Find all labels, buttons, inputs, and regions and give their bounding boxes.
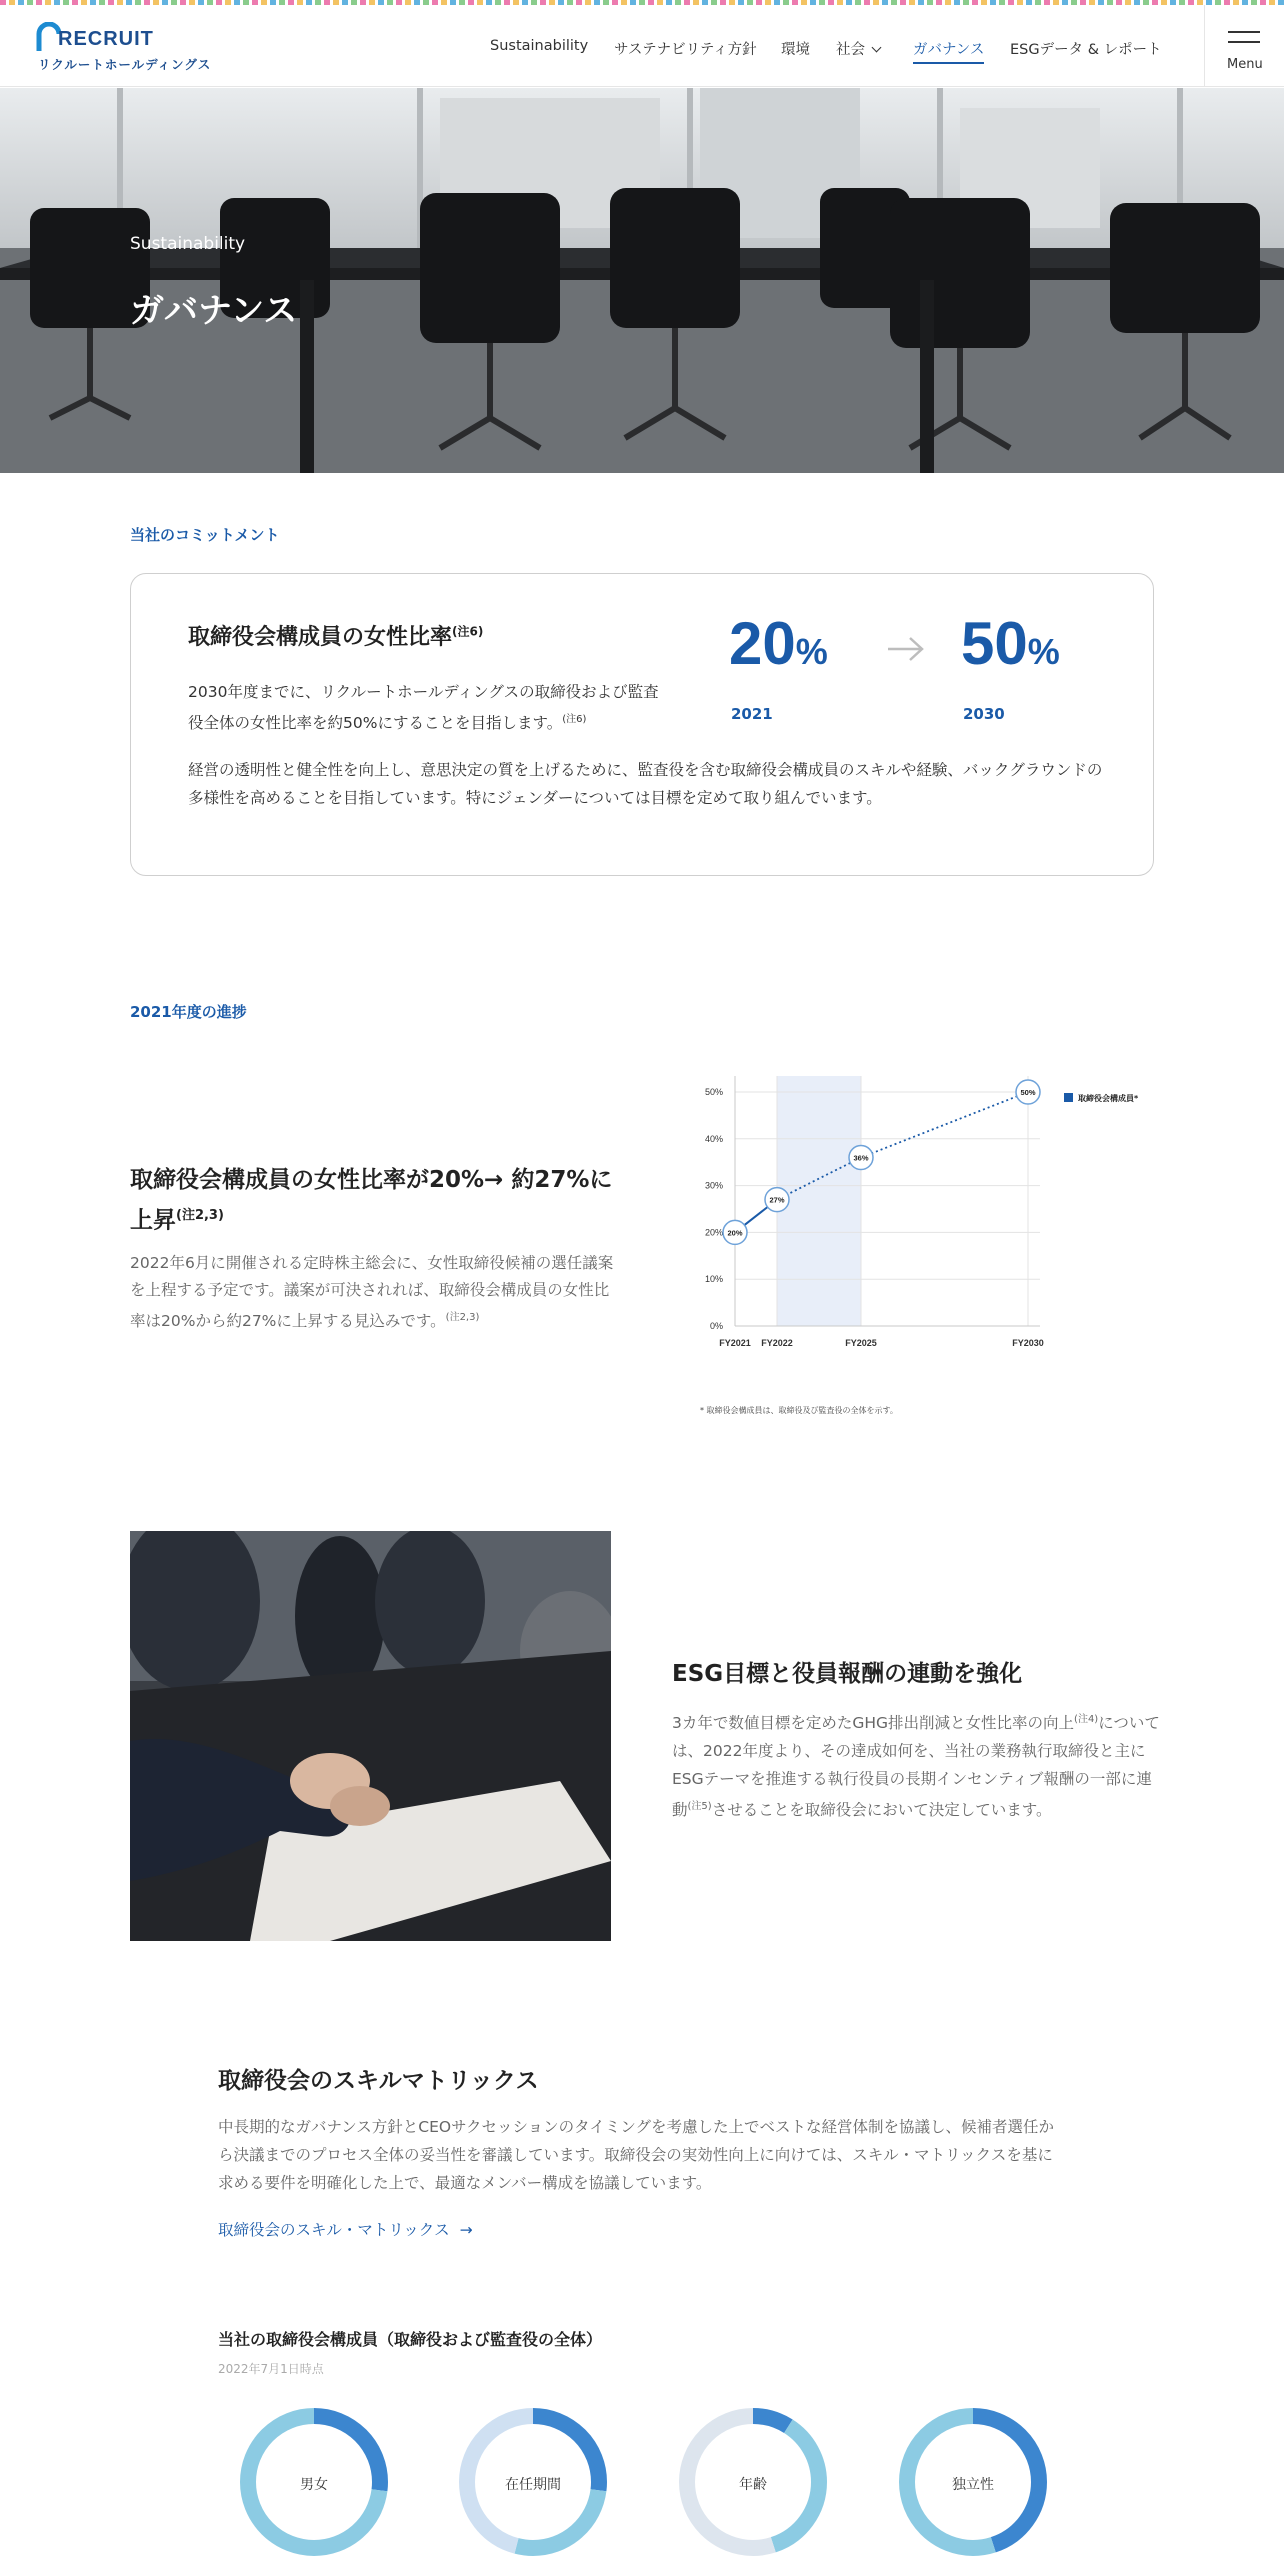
commitment-title-note: (注6): [452, 624, 484, 639]
skill-matrix-link-label: 取締役会のスキル・マトリックス: [218, 2221, 450, 2239]
year-2021: 2021: [731, 705, 773, 723]
nav-environment[interactable]: 環境: [781, 42, 810, 58]
donut-age-label: 年齢: [739, 2477, 767, 2493]
chart-x-tick-label: FY2022: [761, 1338, 793, 1348]
chart-data-label: 20%: [727, 1228, 743, 1238]
menu-button[interactable]: [1204, 5, 1284, 87]
commitment-desc-note: (注6): [562, 714, 587, 725]
progress-title-note: (注2,3): [176, 1208, 224, 1223]
chart-y-tick-label: 30%: [704, 1180, 723, 1191]
chart-y-tick-label: 0%: [709, 1321, 723, 1331]
esg-note-b: (注5): [687, 1801, 712, 1813]
recruit-logo[interactable]: [36, 19, 212, 75]
chart-legend-swatch: [1064, 1093, 1073, 1102]
donut-independence-label: 独立性: [952, 2477, 994, 2493]
meeting-hands-photo: [130, 1531, 611, 1941]
progress-desc-text: 2022年6月に開催される定時株主総会に、女性取締役候補の選任議案を上程する予定です。議案が可決されれば、取締役会構成員の女性比率は20%から約27%に上昇する見込みです。: [130, 1254, 614, 1331]
meeting-photo-image: [130, 1531, 611, 1941]
commitment-card: [130, 573, 1154, 876]
value-2030: [961, 609, 1060, 678]
value-2030-pct: %: [1027, 631, 1060, 672]
esg-desc-part-b: については、2022年度より、その達成如何を、当社の業務執行取締役と主にESGテーマを推進する執行役員の長期インセンティブ報酬の一部に連動: [672, 1714, 1160, 1820]
board-members-date: 2022年7月1日時点: [218, 2362, 324, 2376]
commitment-desc-text: 2030年度までに、リクルートホールディングスの取締役および監査役全体の女性比率を約50%にすることを目指します。: [188, 683, 659, 733]
chart-data-label: 36%: [853, 1153, 869, 1163]
donut-gender-label: 男女: [300, 2477, 328, 2493]
skill-matrix-desc: 中長期的なガバナンス方針とCEOサクセッションのタイミングを考慮した上でベストな経営体制を協議し、候補者選任から決議までのプロセス全体の妥当性を審議しています。取締役会の実効性向上に向けては、スキル・マトリックスを基に求める要件を明確化した上で、最適なメンバー構成を協議しています。: [218, 2118, 1055, 2192]
chart-x-tick-label: FY2021: [719, 1338, 751, 1348]
arrow-right-icon: →: [459, 2221, 473, 2239]
hero-banner: [0, 88, 1284, 473]
value-2030-number: 50: [961, 610, 1028, 677]
commitment-body: 経営の透明性と健全性を向上し、意思決定の質を上げるために、監査役を含む取締役会構成員のスキルや経験、バックグラウンドの多様性を高めることを目指しています。特にジェンダーについては目標を定めて取り組んでいます。: [188, 761, 1103, 807]
chart-y-tick-label: 40%: [704, 1133, 723, 1144]
logo-wordmark: RECRUIT: [58, 28, 154, 50]
esg-desc: [672, 1706, 1162, 1824]
value-2021-number: 20: [729, 610, 796, 677]
skill-matrix-title: 取締役会のスキルマトリックス: [218, 2068, 539, 2094]
commitment-title-text: 取締役会構成員の女性比率: [188, 625, 453, 650]
chart-legend-label: 取締役会構成員*: [1078, 1094, 1139, 1103]
esg-desc-part-a: 3カ年で数値目標を定めたGHG排出削減と女性比率の向上: [672, 1714, 1075, 1733]
chart-x-tick-label: FY2025: [845, 1338, 877, 1348]
progress-desc-note: (注2,3): [445, 1312, 480, 1323]
esg-note-a: (注4): [1074, 1714, 1099, 1725]
board-members-title: 当社の取締役会構成員（取締役および監査役の全体）: [218, 2330, 603, 2349]
chart-y-tick-label: 20%: [704, 1227, 723, 1238]
progress-desc: [130, 1250, 620, 1335]
skill-matrix-link[interactable]: [218, 2218, 473, 2240]
esg-desc-part-c: させることを取締役会において決定しています。: [711, 1801, 1052, 1820]
progress-title-text: 取締役会構成員の女性比率が20%→ 約27%に上昇: [130, 1167, 613, 1234]
commitment-section-label: 当社のコミットメント: [130, 526, 280, 544]
nav-society[interactable]: [836, 38, 880, 59]
nav-society-label: 社会: [836, 42, 865, 58]
hero-subtitle: Sustainability: [130, 234, 246, 254]
commitment-desc: [188, 679, 668, 737]
donut-age: [675, 2404, 831, 2560]
donut-tenure: [455, 2404, 611, 2560]
logo-subtitle: リクルートホールディングス: [38, 57, 212, 72]
donut-tenure-label: 在任期間: [505, 2477, 561, 2493]
page-title: ガバナンス: [130, 291, 298, 331]
chart-footnote: * 取締役会構成員は、取締役及び監査役の全体を示す。: [700, 1406, 898, 1415]
chart-x-tick-label: FY2030: [1012, 1338, 1044, 1348]
year-2030: 2030: [963, 705, 1005, 723]
commitment-title: [188, 620, 483, 651]
progress-section-label: 2021年度の進捗: [130, 1003, 247, 1021]
chart-y-tick-label: 50%: [704, 1087, 723, 1097]
menu-label: Menu: [1227, 57, 1263, 72]
nav-sustainability-policy[interactable]: サステナビリティ方針: [614, 42, 757, 58]
nav-esg-data-report[interactable]: ESGデータ & レポート: [1010, 42, 1162, 58]
chevron-down-icon: [872, 43, 882, 53]
value-2021-pct: %: [795, 631, 828, 672]
value-2021: [729, 609, 828, 678]
chart-y-tick-label: 10%: [704, 1274, 723, 1285]
chart-data-label: 27%: [769, 1195, 785, 1205]
hamburger-icon: [1228, 31, 1260, 51]
progress-title: [130, 1162, 630, 1239]
donut-gender: [236, 2404, 392, 2560]
nav-governance[interactable]: ガバナンス: [913, 38, 984, 64]
donut-independence: [895, 2404, 1051, 2560]
site-header: [0, 5, 1284, 87]
nav-sustainability[interactable]: Sustainability: [490, 38, 589, 54]
arrow-right-icon: [886, 634, 926, 664]
esg-title: ESG目標と役員報酬の連動を強化: [672, 1661, 1023, 1687]
chart-data-label: 50%: [1020, 1088, 1036, 1097]
meeting-room-image: [0, 88, 1284, 473]
female-ratio-chart: [680, 1060, 1150, 1420]
